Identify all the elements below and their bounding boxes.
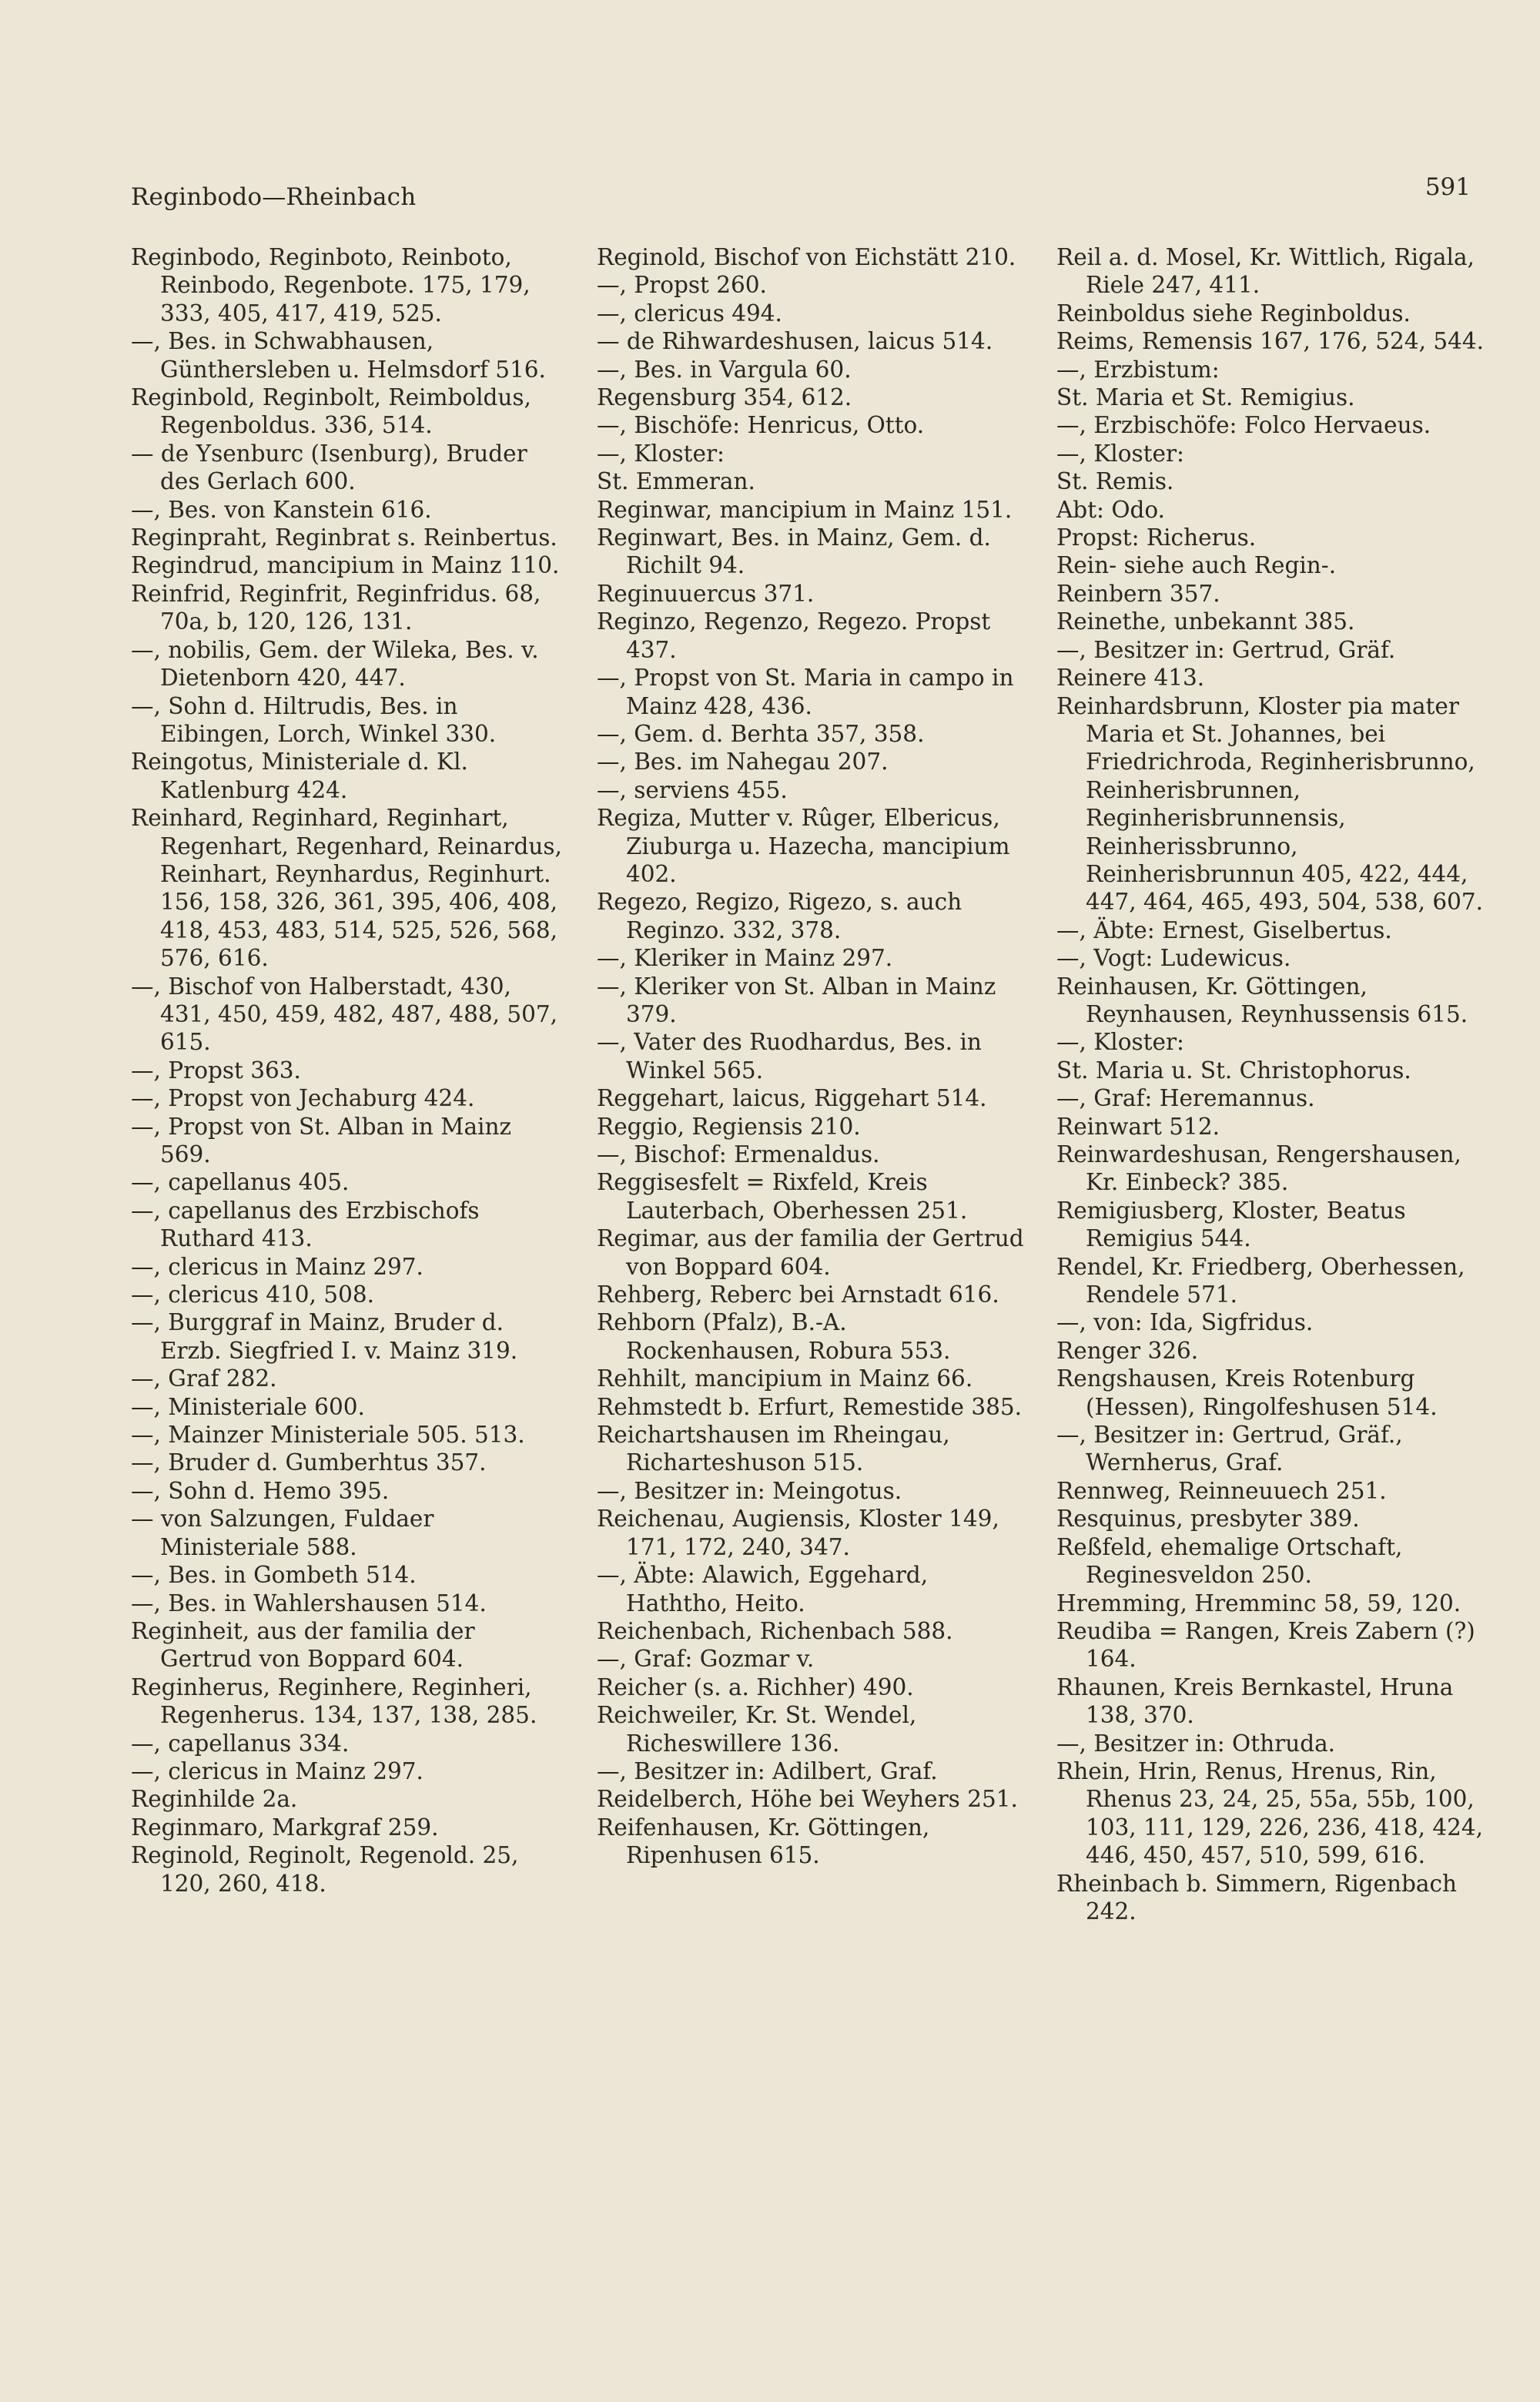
index-column-1 <box>131 243 562 1898</box>
index-entry: —, Bes. in Wahlershausen 514. <box>131 1590 487 1616</box>
index-entry: —, Propst 363. <box>131 1057 301 1084</box>
index-entry: —, Bischof: Ermenaldus. <box>597 1141 880 1167</box>
index-entry: —, Graf: Heremannus. <box>1056 1085 1315 1112</box>
index-entry: —, Burggraf in Mainz, Bruder d. Erzb. Siegfried I. v. Mainz 319. <box>131 1309 518 1364</box>
index-entry: Reinwart 512. <box>1056 1113 1220 1140</box>
index-entry: Reims, Remensis 167, 176, 524, 544. <box>1056 328 1485 355</box>
index-entry: —, Erzbistum: <box>1056 356 1220 383</box>
index-entry: Renger 326. <box>1056 1337 1199 1364</box>
index-entry: —, Bischof von Halberstadt, 430, 431, 450, 459, 482, 487, 488, 507, 615. <box>131 973 558 1056</box>
index-entry: —, clericus 494. <box>597 300 782 327</box>
index-entry: Resquinus, presbyter 389. <box>1056 1506 1360 1533</box>
index-entry: Reginpraht, Reginbrat s. Reinbertus. <box>131 524 557 551</box>
index-entry: —, Bes. im Nahegau 207. <box>597 749 889 776</box>
index-entry: Reinere 413. <box>1056 665 1205 692</box>
index-entry: —, Vogt: Ludewicus. <box>1056 945 1291 972</box>
index-entry: —, Graf 282. <box>131 1365 277 1392</box>
index-entry: Abt: Odo. <box>1056 496 1166 523</box>
index-entry: —, clericus 410, 508. <box>131 1281 374 1308</box>
index-entry: —, Vater des Ruodhardus, Bes. in Winkel 565. <box>597 1029 982 1084</box>
index-entry: Regensburg 354, 612. <box>597 384 852 411</box>
index-entry: Reil a. d. Mosel, Kr. Wittlich, Rigala, Riele 247, 411. <box>1056 244 1475 299</box>
index-entry: —, Propst 260. <box>597 272 767 299</box>
index-entry: —, Ministeriale 600. <box>131 1393 365 1420</box>
index-entry: Reinboldus siehe Reginboldus. <box>1056 300 1411 327</box>
index-entry: Reginuuercus 371. <box>597 580 815 607</box>
index-entry: —, Bes. in Gombeth 514. <box>131 1562 417 1589</box>
index-entry: Reinethe, unbekannt 385. <box>1056 608 1355 635</box>
index-entry: —, Bes. in Schwabhausen, Günthersleben u. Helmsdorf 516. <box>131 328 546 383</box>
index-entry: —, capellanus 334. <box>131 1730 350 1757</box>
index-entry: Reichenbach, Richenbach 588. <box>597 1617 953 1644</box>
index-entry: — de Ysenburc (Isenburg), Bruder des Gerlach 600. <box>131 440 527 495</box>
index-entry: Reidelberch, Höhe bei Weyhers 251. <box>597 1786 1018 1813</box>
index-column-3 <box>1056 243 1488 1925</box>
index-column-2 <box>597 243 1028 1870</box>
index-entry: —, clericus in Mainz 297. <box>131 1757 424 1784</box>
index-entry: —, capellanus des Erzbischofs Ruthard 413. <box>131 1197 480 1252</box>
index-entry: —, nobilis, Gem. der Wileka, Bes. v. Dietenborn 420, 447. <box>131 636 539 692</box>
index-entry: —, Bes. von Kanstein 616. <box>131 496 432 523</box>
index-entry: Reifenhausen, Kr. Göttingen, Ripenhusen 615. <box>597 1814 930 1869</box>
page-number: 591 <box>1424 173 1471 201</box>
index-entry: —, Kleriker von St. Alban in Mainz 379. <box>597 973 996 1027</box>
index-entry: Reingotus, Ministeriale d. Kl. Katlenburg 424. <box>131 749 468 803</box>
index-entry: Regezo, Regizo, Rigezo, s. auch Reginzo. 332, 378. <box>597 889 962 943</box>
index-entry: —, Besitzer in: Adilbert, Graf. <box>597 1757 938 1784</box>
index-entry: Reichweiler, Kr. St. Wendel, Richeswillere 136. <box>597 1702 917 1757</box>
index-entry: Rendel, Kr. Friedberg, Oberhessen, Rendele 571. <box>1056 1253 1465 1308</box>
index-entry: —, Propst von Jechaburg 424. <box>131 1085 475 1112</box>
index-entry: —, Gem. d. Berhta 357, 358. <box>597 720 925 747</box>
index-entry: Rennweg, Reinneuuech 251. <box>1056 1477 1387 1504</box>
index-entry: Reßfeld, ehemalige Ortschaft, Reginesveldon 250. <box>1056 1533 1403 1589</box>
index-entry: —, Besitzer in: Meingotus. <box>597 1477 902 1504</box>
index-entry: Reinhardsbrunn, Kloster pia mater Maria et St. Johannes, bei Friedrichroda, Reginherisbrunno, Reinherisbrunnen, Reginherisbrunnensis, Reinherissbrunno, Reinherisbrunnun 405, 422, 444, 447, 464, 465, 493, 504, 538, 607. <box>1056 692 1484 916</box>
index-entry: Reginmaro, Markgraf 259. <box>131 1814 439 1841</box>
index-entry: —, Besitzer in: Othruda. <box>1056 1730 1336 1757</box>
index-entry: Reginhilde 2a. <box>131 1786 298 1813</box>
index-entry: Reginherus, Reginhere, Reginheri, Regenherus. 134, 137, 138, 285. <box>131 1673 537 1729</box>
index-entry: Reginwart, Bes. in Mainz, Gem. d. Richilt 94. <box>597 524 991 579</box>
index-entry: Regindrud, mancipium in Mainz 110. <box>131 552 560 579</box>
index-entry: Reinhausen, Kr. Göttingen, Reynhausen, Reynhussensis 615. <box>1056 973 1468 1027</box>
index-entry: —, Kleriker in Mainz 297. <box>597 945 893 972</box>
index-entry: Reginbold, Reginbolt, Reimboldus, Regenboldus. 336, 514. <box>131 384 531 439</box>
index-entry: Propst: Richerus. <box>1056 524 1257 551</box>
index-entry: —, Besitzer in: Gertrud, Gräf., Wernherus, Graf. <box>1056 1422 1403 1476</box>
index-entry: —, Sohn d. Hiltrudis, Bes. in Eibingen, Lorch, Winkel 330. <box>131 692 497 747</box>
index-entry: Reichartshausen im Rheingau, Richarteshuson 515. <box>597 1422 950 1476</box>
index-entry: Rehhilt, mancipium in Mainz 66. <box>597 1365 973 1392</box>
index-entry: Reginzo, Regenzo, Regezo. Propst 437. <box>597 608 991 663</box>
index-entry: Reinfrid, Reginfrit, Reginfridus. 68, 70a, b, 120, 126, 131. <box>131 580 541 635</box>
index-entry: —, clericus in Mainz 297. <box>131 1253 424 1280</box>
index-entry: —, Erzbischöfe: Folco Hervaeus. <box>1056 412 1431 439</box>
index-entry: —, Kloster: <box>1056 1029 1184 1056</box>
index-entry: —, Besitzer in: Gertrud, Gräf. <box>1056 636 1396 663</box>
index-entry: Rein- siehe auch Regin-. <box>1056 552 1337 579</box>
index-entry: Rhaunen, Kreis Bernkastel, Hruna 138, 370. <box>1056 1673 1454 1729</box>
index-entry: Rhein, Hrin, Renus, Hrenus, Rin, Rhenus 23, 24, 25, 55a, 55b, 100, 103, 111, 129, 226, 236, 418, 424, 446, 450, 457, 510, 599, 616. <box>1056 1757 1484 1869</box>
index-entry: Reichenau, Augiensis, Kloster 149, 171, 172, 240, 347. <box>597 1506 999 1560</box>
index-entry: Reinbern 357. <box>1056 580 1220 607</box>
index-entry: Reggio, Regiensis 210. <box>597 1113 861 1140</box>
index-entry: —, Kloster: <box>597 440 725 467</box>
index-entry: Remigiusberg, Kloster, Beatus Remigius 544. <box>1056 1197 1406 1252</box>
index-entry: —, Äbte: Alawich, Eggehard, Haththo, Heito. <box>597 1562 929 1616</box>
index-entry: Rehberg, Reberc bei Arnstadt 616. <box>597 1281 999 1308</box>
index-entry: — de Rihwardeshusen, laicus 514. <box>597 328 993 355</box>
running-title: Reginbodo—Rheinbach <box>131 183 417 211</box>
index-entry: Reinhard, Reginhard, Reginhart, Regenhart, Regenhard, Reinardus, Reinhart, Reynhardus, Reginhurt. 156, 158, 326, 361, 395, 406, 408, 418, 453, 483, 514, 525, 526, 568, 576, 616. <box>131 805 562 972</box>
index-entry: —, serviens 455. <box>597 776 788 803</box>
index-entry: Rheinbach b. Simmern, Rigenbach 242. <box>1056 1870 1457 1925</box>
index-entry: Rehborn (Pfalz), B.-A. Rockenhausen, Robura 553. <box>597 1309 951 1364</box>
index-entry: St. Maria u. St. Christophorus. <box>1056 1057 1411 1084</box>
index-entry: —, Sohn d. Hemo 395. <box>131 1477 390 1504</box>
index-entry: —, Äbte: Ernest, Giselbertus. <box>1056 916 1392 943</box>
index-entry: Reginheit, aus der familia der Gertrud von Boppard 604. <box>131 1617 475 1673</box>
index-entry: —, Propst von St. Maria in campo in Mainz 428, 436. <box>597 665 1014 719</box>
index-entry: Hremming, Hremminc 58, 59, 120. <box>1056 1590 1461 1616</box>
index-entry: St. Maria et St. Remigius. <box>1056 384 1355 411</box>
index-entry: Rengshausen, Kreis Rotenburg (Hessen), Ringolfeshusen 514. <box>1056 1365 1438 1420</box>
index-entry: Reinwardeshusan, Rengershausen, Kr. Einbeck? 385. <box>1056 1141 1461 1196</box>
index-entry: Reginbodo, Reginboto, Reinboto, Reinbodo, Regenbote. 175, 179, 333, 405, 417, 419, 525. <box>131 244 531 327</box>
index-entry: Regimar, aus der familia der Gertrud von Boppard 604. <box>597 1225 1024 1280</box>
index-entry: St. Remis. <box>1056 468 1174 495</box>
index-entry: —, Bes. in Vargula 60. <box>597 356 852 383</box>
index-entry: —, von: Ida, Sigfridus. <box>1056 1309 1314 1336</box>
index-entry: —, Graf: Gozmar v. <box>597 1646 815 1673</box>
index-entry: —, Propst von St. Alban in Mainz 569. <box>131 1113 512 1167</box>
index-entry: Reggehart, laicus, Riggehart 514. <box>597 1085 987 1112</box>
index-entry: Reginwar, mancipium in Mainz 151. <box>597 496 1013 523</box>
index-entry: Rehmstedt b. Erfurt, Remestide 385. <box>597 1393 1023 1420</box>
index-entry: St. Emmeran. <box>597 468 755 495</box>
index-entry: —, Bruder d. Gumberhtus 357. <box>131 1449 487 1476</box>
index-entry: Reggisesfelt = Rixfeld, Kreis Lauterbach, Oberhessen 251. <box>597 1169 968 1224</box>
index-entry: —, Kloster: <box>1056 440 1184 467</box>
index-entry: Regiza, Mutter v. Rûger, Elbericus, Ziuburga u. Hazecha, mancipium 402. <box>597 805 1010 887</box>
index-entry: Reudiba = Rangen, Kreis Zabern (?) 164. <box>1056 1617 1475 1673</box>
index-entry: —, capellanus 405. <box>131 1169 350 1196</box>
index-entry: —, Mainzer Ministeriale 505. 513. <box>131 1422 525 1449</box>
index-entry: Reginold, Reginolt, Regenold. 25, 120, 260, 418. <box>131 1842 519 1897</box>
index-entry: Reicher (s. a. Richher) 490. <box>597 1673 914 1700</box>
index-entry: —, Bischöfe: Henricus, Otto. <box>597 412 925 439</box>
index-entry: — von Salzungen, Fuldaer Ministeriale 588. <box>131 1506 434 1560</box>
index-entry: Reginold, Bischof von Eichstätt 210. <box>597 244 1016 270</box>
